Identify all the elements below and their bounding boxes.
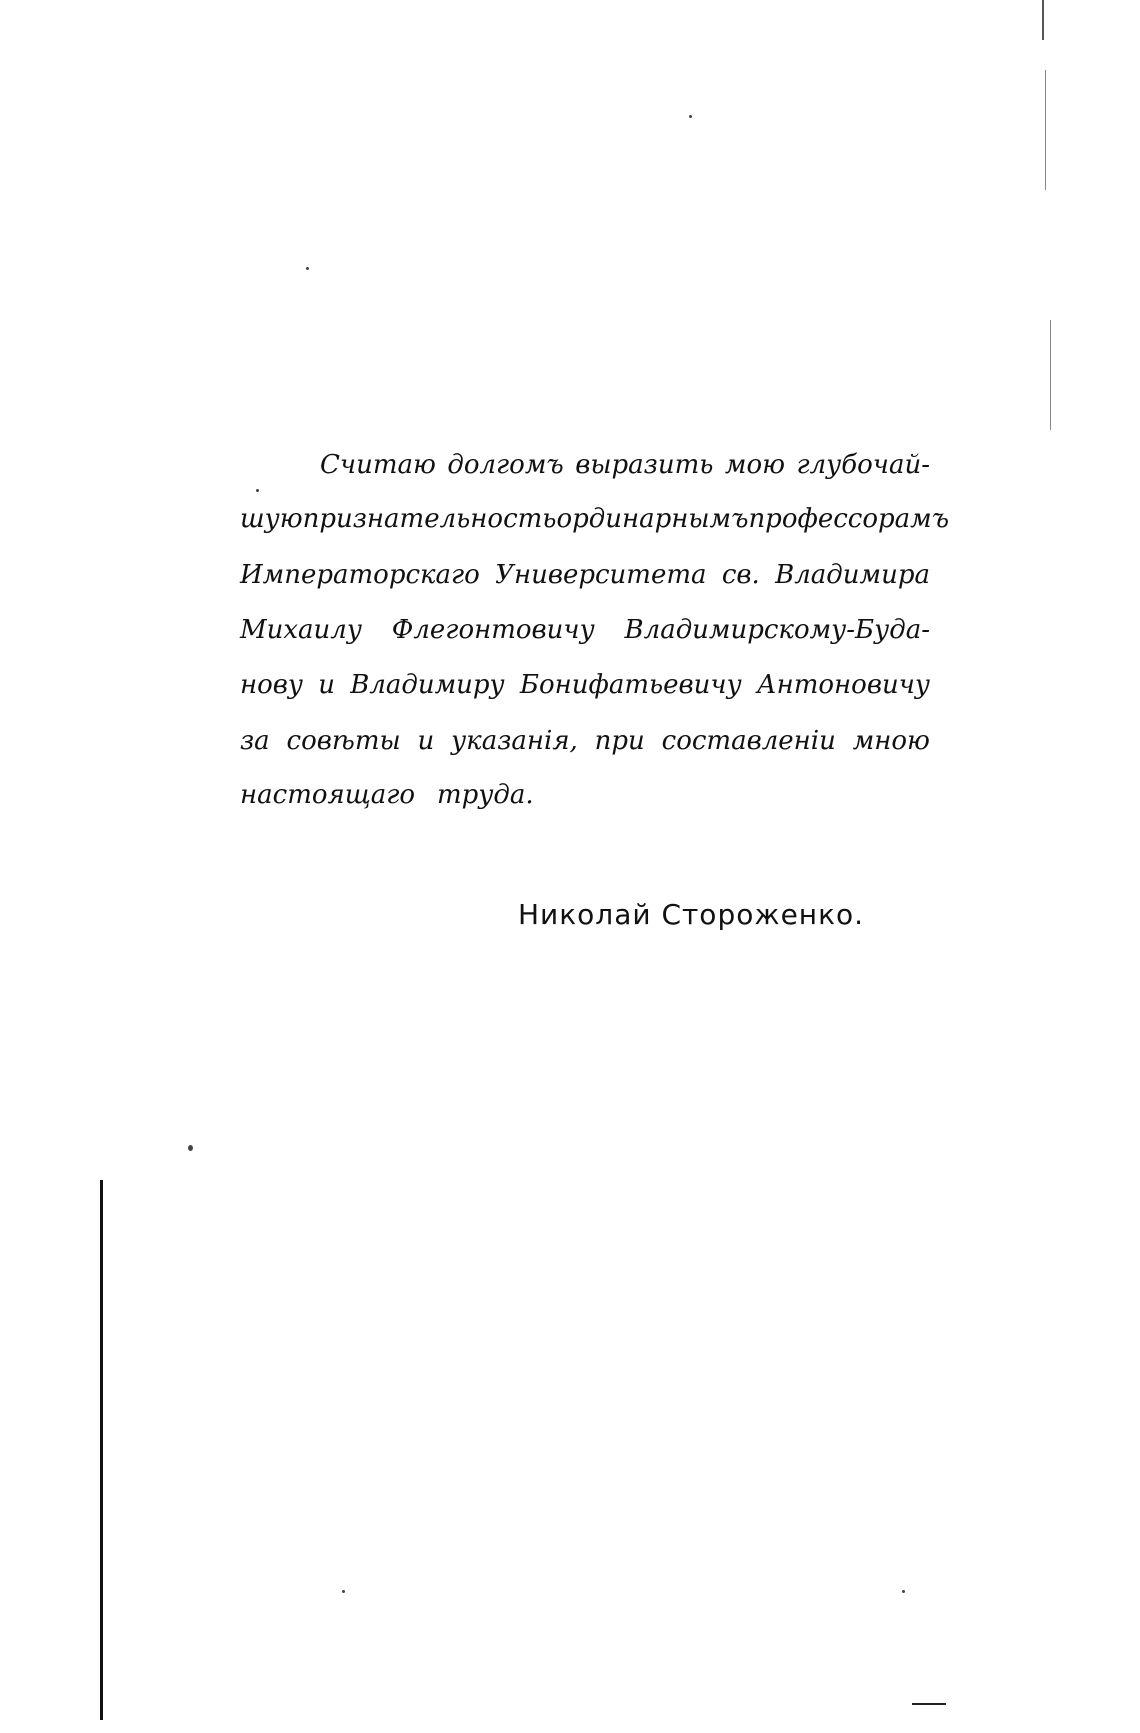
author-signature: Николай Стороженко. <box>518 898 865 931</box>
dedication-line-3 <box>240 550 930 600</box>
word: Считаю <box>320 450 436 480</box>
speck <box>689 115 692 118</box>
speck <box>306 267 309 270</box>
dedication-line-6 <box>240 716 930 766</box>
word: нову <box>240 670 303 700</box>
right-margin-line-mid <box>1050 320 1051 430</box>
dedication-line-7 <box>240 770 930 820</box>
word: Михаилу <box>240 615 362 645</box>
speck <box>902 1590 905 1593</box>
word: Владимира <box>775 560 930 590</box>
dedication-line-4 <box>240 605 930 655</box>
word: труда. <box>437 780 534 810</box>
word: св. <box>721 560 760 590</box>
word: совѣты <box>286 726 401 756</box>
word: мною <box>852 726 930 756</box>
word: Владимиру <box>350 670 505 700</box>
word: указанія, <box>451 726 578 756</box>
word: глубочай- <box>796 450 930 480</box>
word: и <box>417 726 435 756</box>
dedication-line-5 <box>240 660 930 710</box>
right-margin-line-top <box>1042 0 1044 40</box>
speck <box>256 489 259 492</box>
word: ординарнымъ <box>556 504 749 534</box>
word: профессорамъ <box>748 504 950 534</box>
word: долгомъ <box>447 450 564 480</box>
word: составленіи <box>661 726 836 756</box>
word: Императорскаго <box>240 560 480 590</box>
left-margin-line <box>100 1180 103 1720</box>
word: настоящаго <box>240 780 416 810</box>
dedication-line-1 <box>320 440 930 490</box>
word: мою <box>724 450 785 480</box>
word: при <box>594 726 645 756</box>
word: Бонифатьевичу <box>519 670 742 700</box>
word: и <box>318 670 335 700</box>
word: Университета <box>495 560 707 590</box>
bottom-dash <box>912 1703 946 1705</box>
word: выразить <box>575 450 714 480</box>
word: Флегонтовичу <box>391 615 595 645</box>
word: Владимирскому-Буда- <box>624 615 930 645</box>
word: признательность <box>302 504 557 534</box>
right-margin-line-upper <box>1045 70 1046 190</box>
speck <box>188 1145 193 1151</box>
word: шую <box>240 504 303 534</box>
dedication-line-2 <box>240 494 950 544</box>
word: Антоновичу <box>756 670 930 700</box>
word: за <box>240 726 270 756</box>
speck <box>342 1590 345 1593</box>
